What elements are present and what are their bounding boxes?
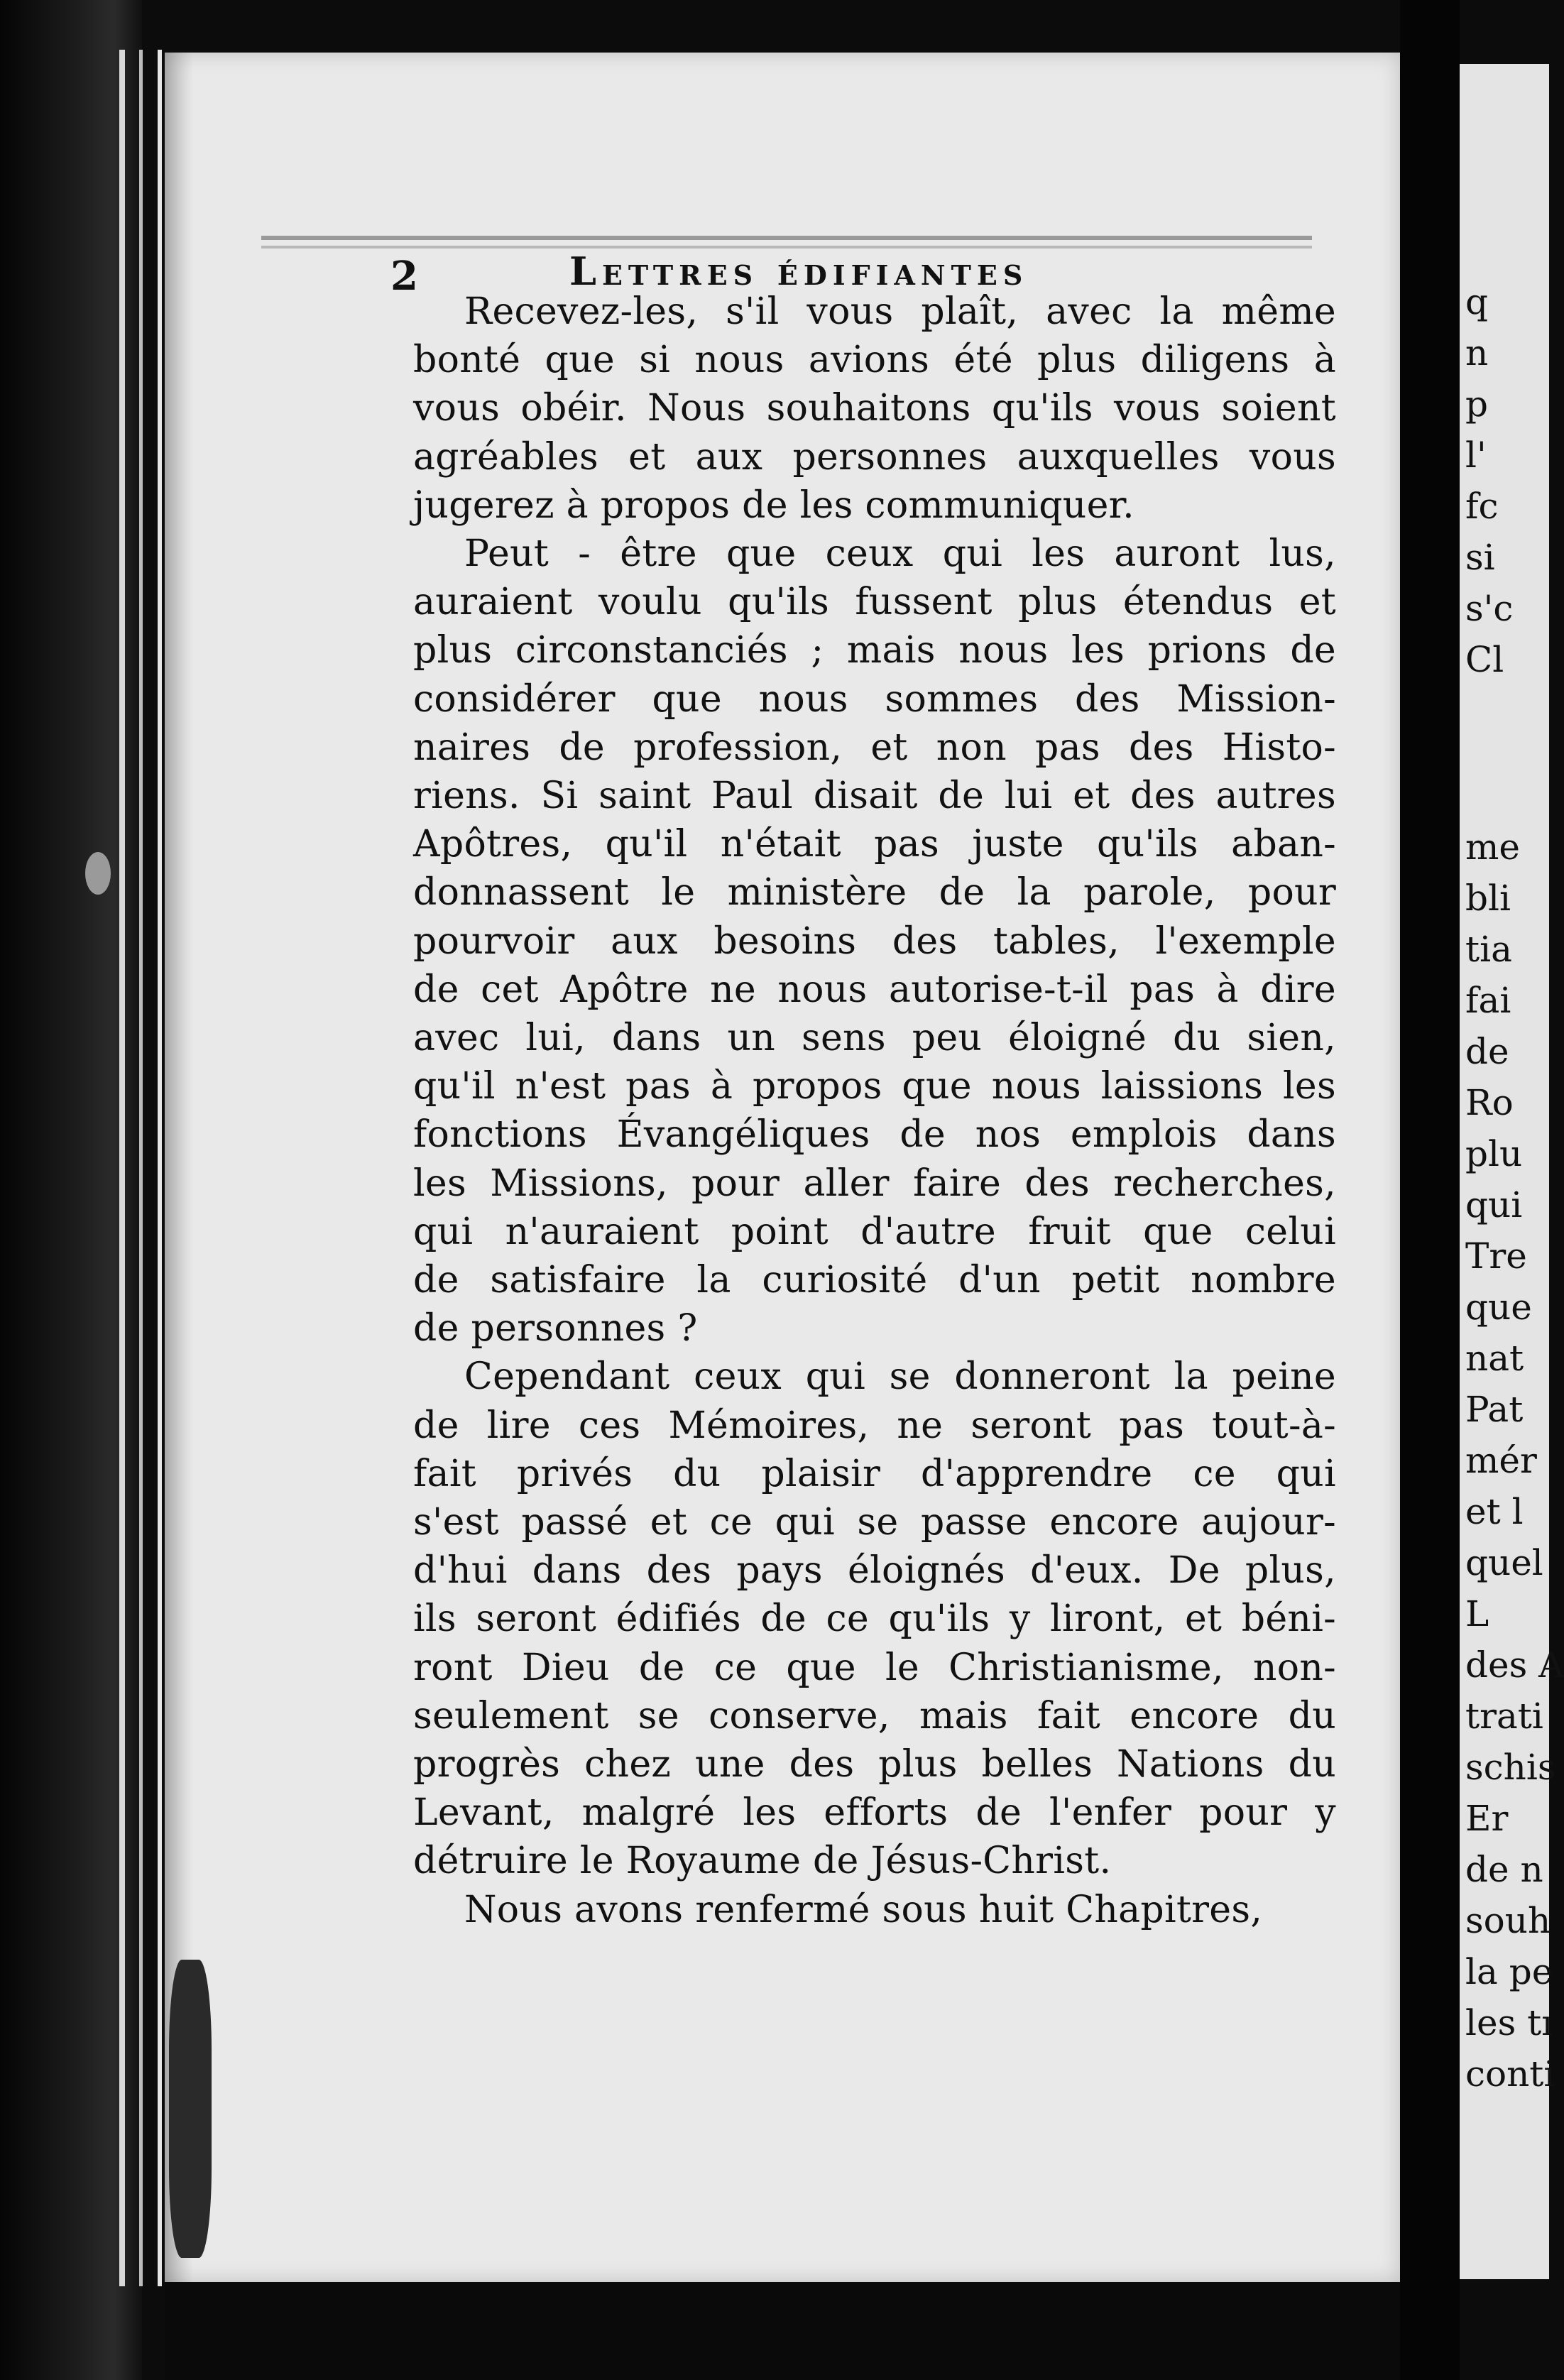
text-line: de satisfaire la curiosité d'un petit nombre: [413, 1259, 1336, 1301]
text-line: Apôtres, qu'il n'était pas juste qu'ils aban-: [413, 823, 1336, 866]
adjacent-page-text-fragment: bli: [1465, 878, 1511, 919]
text-line: vous obéir. Nous souhaitons qu'ils vous soient: [413, 387, 1336, 430]
adjacent-page-text-fragment: et l: [1465, 1491, 1524, 1532]
text-line: riens. Si saint Paul disait de lui et des autres: [413, 775, 1336, 817]
adjacent-page-text-fragment: que: [1465, 1287, 1532, 1328]
text-line: ront Dieu de ce que le Christianisme, non-: [413, 1646, 1336, 1689]
adjacent-page-text-fragment: trati: [1465, 1696, 1543, 1737]
adjacent-page-text-fragment: Pat: [1465, 1389, 1524, 1430]
adjacent-page-text-fragment: quel: [1465, 1542, 1543, 1583]
adjacent-page-text-fragment: tia: [1465, 929, 1512, 970]
text-line: Peut - être que ceux qui les auront lus,: [464, 533, 1336, 575]
adjacent-page-text-fragment: L: [1465, 1593, 1489, 1634]
adjacent-page-text-fragment: si: [1465, 537, 1495, 578]
adjacent-page-text-fragment: mér: [1465, 1440, 1537, 1481]
adjacent-page-text-fragment: souh: [1465, 1900, 1551, 1941]
text-line: ils seront édifiés de ce qu'ils y liront, et béni-: [413, 1598, 1336, 1641]
text-line: pourvoir aux besoins des tables, l'exemple: [413, 919, 1336, 963]
adjacent-page-text-fragment: les tı: [1465, 2002, 1553, 2043]
adjacent-page-text-fragment: s'c: [1465, 588, 1514, 629]
text-line: d'hui dans des pays éloignés d'eux. De plus,: [413, 1549, 1336, 1593]
running-title: Lettres édifiantes: [569, 249, 1029, 294]
adjacent-page-text-fragment: conti: [1465, 2053, 1555, 2095]
text-line: Nous avons renfermé sous huit Chapitres,: [464, 1888, 1263, 1931]
adjacent-page-text-fragment: fai: [1465, 980, 1511, 1021]
text-line: donnassent le ministère de la parole, pour: [413, 871, 1336, 915]
header-rule: [261, 236, 1312, 240]
text-line: plus circonstanciés ; mais nous les prions de: [413, 629, 1336, 672]
text-line: Levant, malgré les efforts de l'enfer pour y: [413, 1791, 1336, 1835]
text-line: seulement se conserve, mais fait encore du: [413, 1694, 1336, 1737]
adjacent-page-text-fragment: nat: [1465, 1338, 1524, 1379]
adjacent-page-text-fragment: Cl: [1465, 639, 1504, 680]
adjacent-page-text-fragment: me: [1465, 826, 1521, 868]
adjacent-page-text-fragment: n: [1465, 332, 1489, 373]
adjacent-page-text-fragment: qui: [1465, 1184, 1523, 1226]
adjacent-page-text-fragment: schis: [1465, 1747, 1556, 1788]
adjacent-page-text-fragment: fc: [1465, 486, 1499, 527]
text-line: de cet Apôtre ne nous autorise-t-il pas à dire: [413, 968, 1336, 1011]
adjacent-page-text-fragment: la pe: [1465, 1951, 1553, 1992]
binding-edge-line: [139, 50, 143, 2286]
text-line: qu'il n'est pas à propos que nous laissions les: [413, 1065, 1336, 1108]
text-line: progrès chez une des plus belles Nations du: [413, 1743, 1336, 1786]
text-line: de personnes ?: [413, 1307, 698, 1350]
page-number: 2: [390, 253, 418, 300]
text-line: les Missions, pour aller faire des recherches,: [413, 1162, 1336, 1205]
adjacent-page-text-fragment: de: [1465, 1031, 1509, 1072]
binding-edge-line: [119, 50, 125, 2286]
adjacent-page-text-fragment: p: [1465, 383, 1489, 425]
text-line: avec lui, dans un sens peu éloigné du sien,: [413, 1017, 1336, 1059]
text-line: auraient voulu qu'ils fussent plus étendus et: [413, 581, 1336, 624]
book-gutter: [1400, 0, 1460, 2380]
text-line: s'est passé et ce qui se passe encore aujour-: [413, 1501, 1336, 1544]
adjacent-page-text-fragment: Tre: [1465, 1235, 1527, 1277]
text-line: fait privés du plaisir d'apprendre ce qui: [413, 1452, 1336, 1495]
adjacent-page-fragment: [1460, 64, 1564, 2279]
adjacent-page-text-fragment: Ro: [1465, 1082, 1514, 1123]
adjacent-page-text-fragment: l': [1465, 435, 1487, 476]
adjacent-page-text-fragment: plu: [1465, 1133, 1523, 1174]
binding-edge-line: [158, 50, 162, 2286]
scan-smudge: [85, 852, 111, 895]
text-line: agréables et aux personnes auxquelles vous: [413, 435, 1336, 479]
adjacent-page-text-fragment: de n: [1465, 1849, 1543, 1890]
scan-smudge: [169, 1960, 212, 2258]
text-line: jugerez à propos de les communiquer.: [413, 484, 1134, 527]
text-line: qui n'auraient point d'autre fruit que celui: [413, 1210, 1336, 1253]
text-line: considérer que nous sommes des Mission-: [413, 677, 1336, 721]
text-line: bonté que si nous avions été plus diligens à: [413, 339, 1336, 382]
scan-bottom-border: [165, 2282, 1400, 2380]
text-line: de lire ces Mémoires, ne seront pas tout-à-: [413, 1404, 1336, 1447]
text-line: fonctions Évangéliques de nos emplois dans: [413, 1113, 1336, 1157]
adjacent-page-text-fragment: Er: [1465, 1798, 1509, 1839]
text-line: Cependant ceux qui se donneront la peine: [464, 1355, 1336, 1399]
adjacent-page-text-fragment: des A: [1465, 1644, 1564, 1686]
adjacent-page-text-fragment: q: [1465, 281, 1489, 322]
text-line: détruire le Royaume de Jésus-Christ.: [413, 1840, 1112, 1883]
text-line: Recevez-les, s'il vous plaît, avec la même: [464, 290, 1336, 333]
text-line: naires de profession, et non pas des Histo-: [413, 726, 1336, 769]
